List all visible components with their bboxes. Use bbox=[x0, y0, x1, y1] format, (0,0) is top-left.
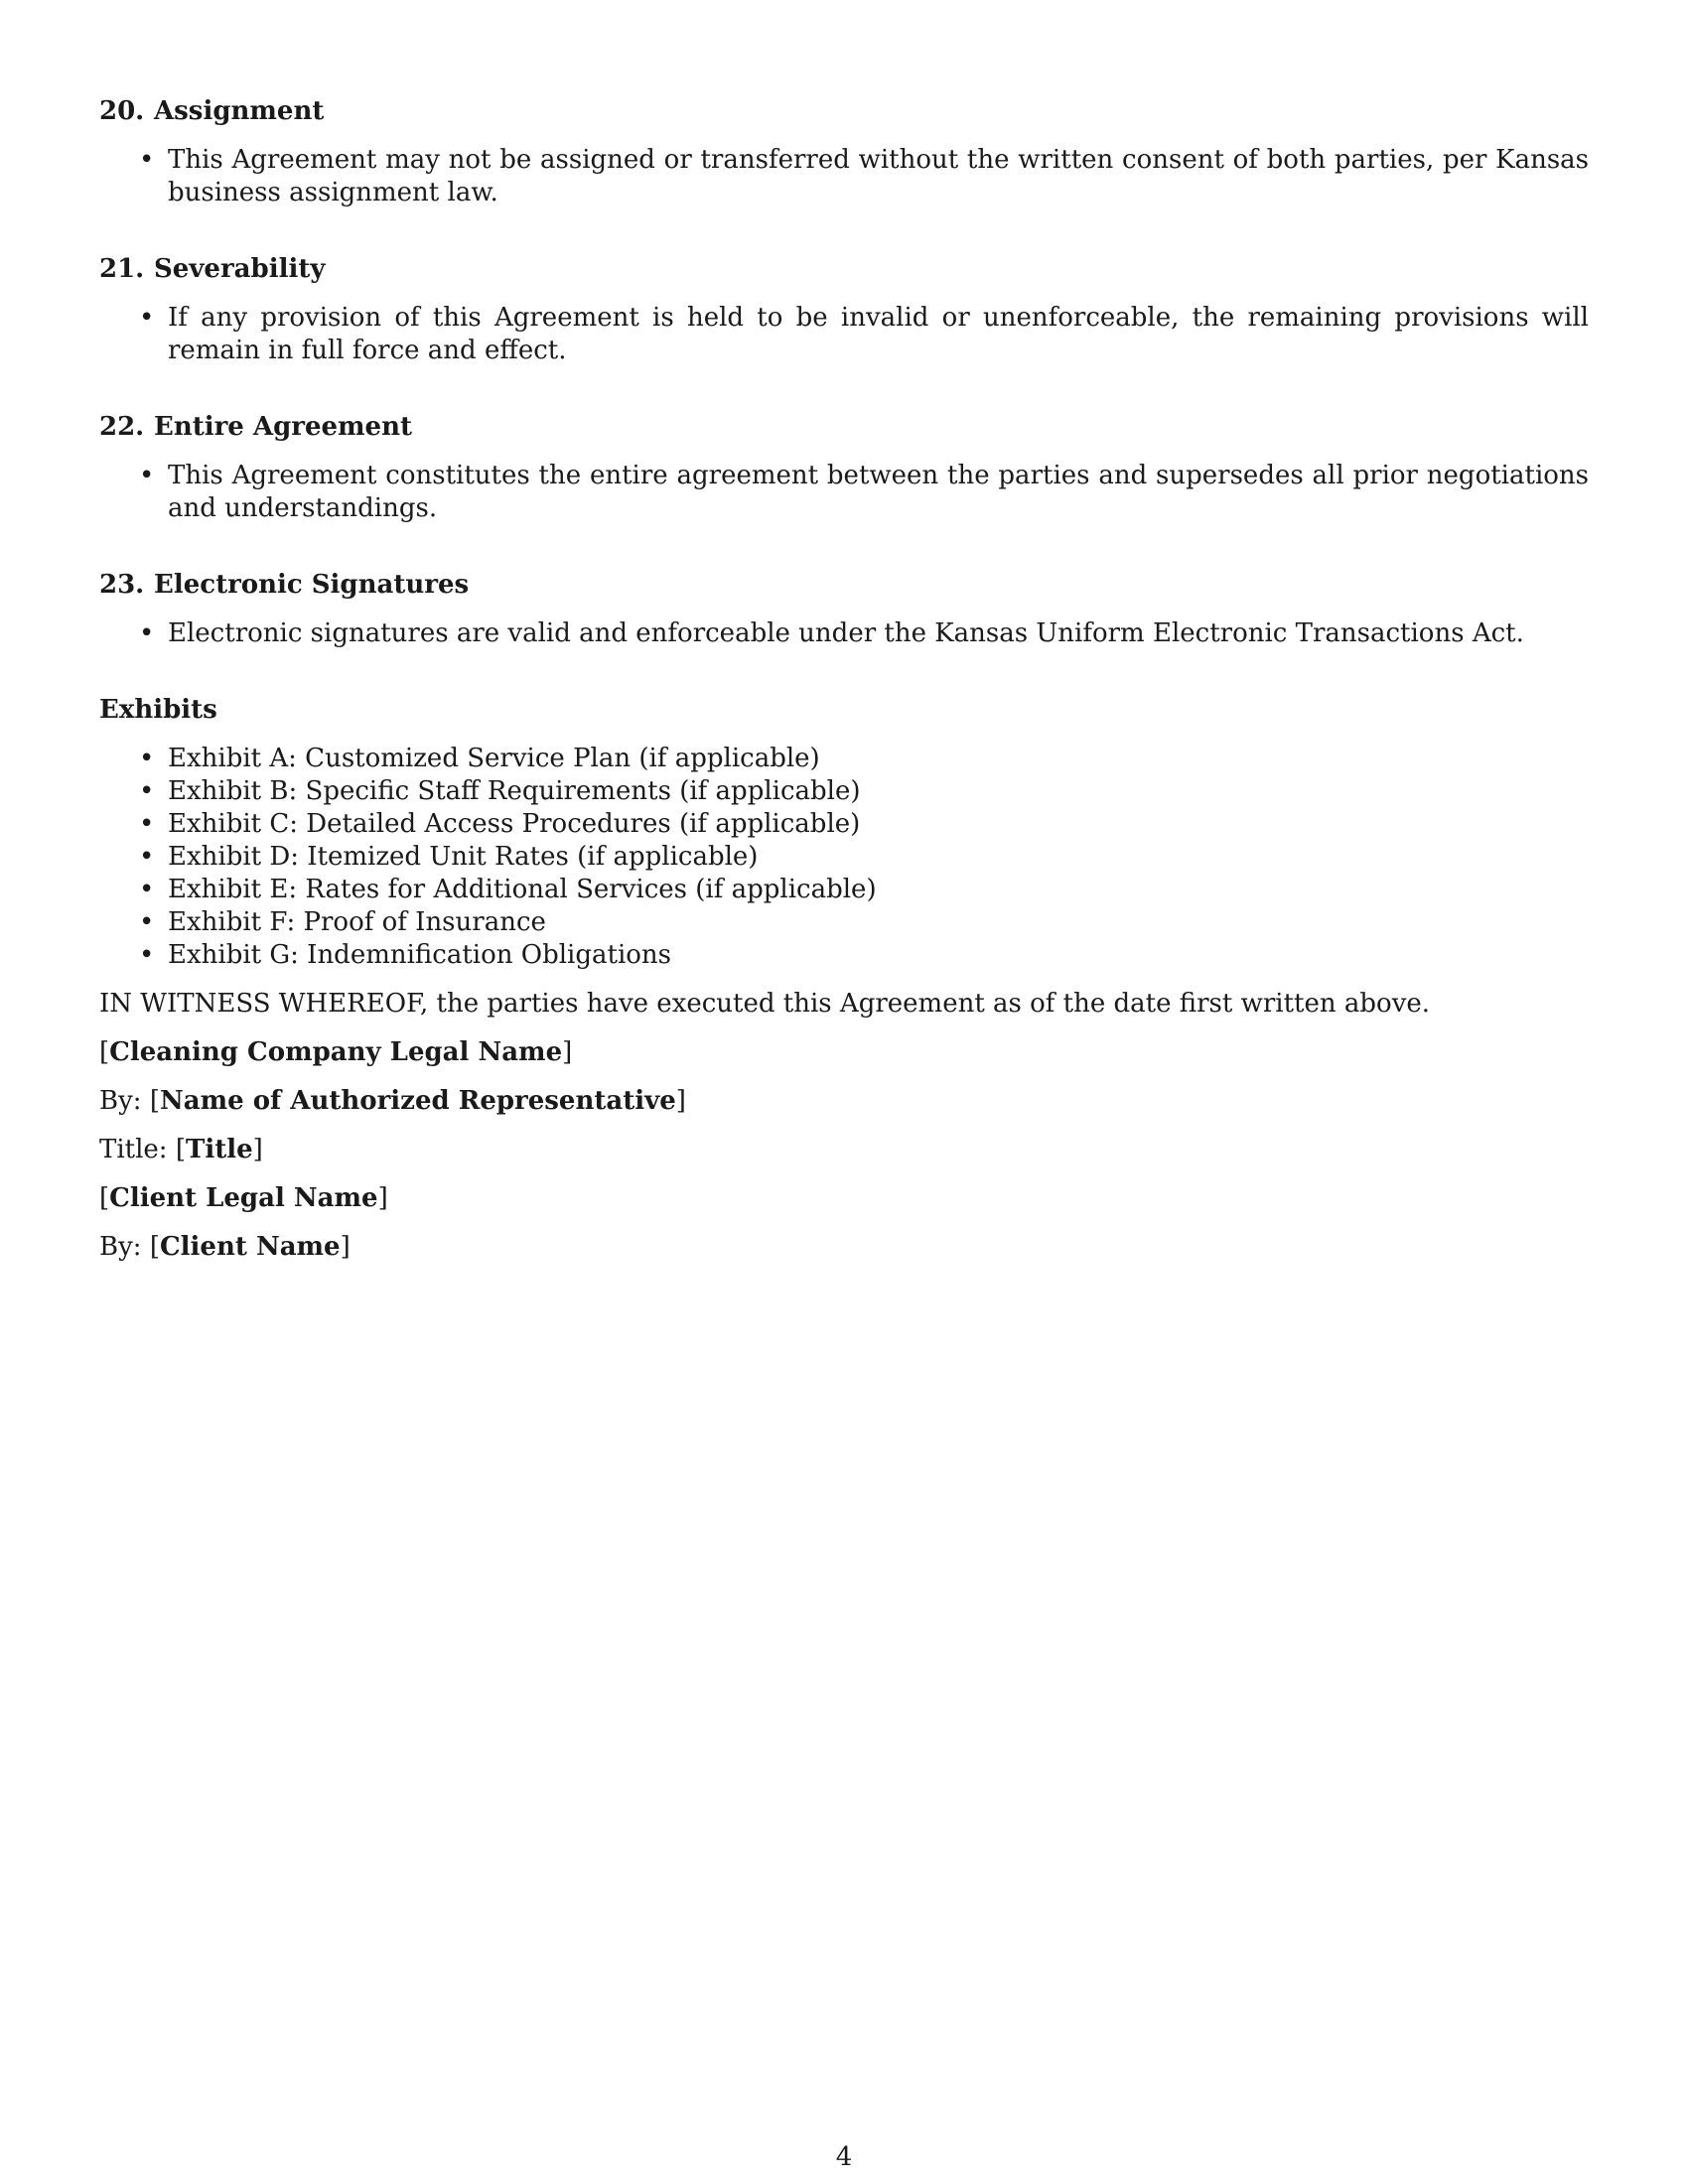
company-legal-name: Cleaning Company Legal Name bbox=[109, 1037, 563, 1067]
title-label: Title: bbox=[99, 1135, 168, 1164]
section-entire-agreement bbox=[99, 411, 1589, 525]
bullet-list bbox=[99, 617, 1589, 650]
bullet-list bbox=[99, 460, 1589, 525]
bullet-list bbox=[99, 144, 1589, 209]
close-bracket: ] bbox=[252, 1135, 263, 1164]
bullet-item: • If any provision of this Agreement is held to be invalid or unenforceable, the remaining provisions will remain in full force and effect. bbox=[99, 302, 1589, 367]
exhibit-item: • Exhibit A: Customized Service Plan (if applicable) bbox=[99, 743, 1589, 775]
section-title: Severability bbox=[154, 254, 326, 284]
open-bracket: [ bbox=[175, 1135, 186, 1164]
document-page bbox=[99, 95, 1589, 1280]
close-bracket: ] bbox=[562, 1037, 573, 1067]
bullet-list bbox=[99, 302, 1589, 367]
client-name: Client Name bbox=[159, 1232, 341, 1262]
client-legal-name: Client Legal Name bbox=[109, 1183, 378, 1213]
section-heading bbox=[99, 411, 1589, 444]
section-heading bbox=[99, 95, 1589, 128]
exhibits-list bbox=[99, 743, 1589, 972]
exhibit-item: • Exhibit C: Detailed Access Procedures (if applicable) bbox=[99, 808, 1589, 841]
open-bracket: [ bbox=[149, 1086, 160, 1116]
company-rep-line bbox=[99, 1085, 1589, 1118]
client-rep-line bbox=[99, 1231, 1589, 1264]
section-title: Assignment bbox=[154, 96, 325, 126]
section-electronic-signatures bbox=[99, 569, 1589, 650]
close-bracket: ] bbox=[340, 1232, 351, 1262]
section-heading bbox=[99, 253, 1589, 286]
close-bracket: ] bbox=[377, 1183, 388, 1213]
client-legal-name-line bbox=[99, 1182, 1589, 1215]
open-bracket: [ bbox=[149, 1232, 160, 1262]
bullet-item: • This Agreement constitutes the entire agreement between the parties and supersedes all prior negotiations and understandings. bbox=[99, 460, 1589, 525]
section-assignment bbox=[99, 95, 1589, 209]
exhibits-heading: Exhibits bbox=[99, 695, 217, 725]
section-heading bbox=[99, 569, 1589, 602]
section-title: Electronic Signatures bbox=[154, 570, 470, 600]
client-by-label: By: bbox=[99, 1232, 142, 1262]
section-title: Entire Agreement bbox=[154, 412, 412, 442]
exhibit-item: • Exhibit G: Indemnification Obligations bbox=[99, 939, 1589, 972]
open-bracket: [ bbox=[99, 1183, 110, 1213]
open-bracket: [ bbox=[99, 1037, 110, 1067]
bullet-item: • This Agreement may not be assigned or transferred without the written consent of both parties, per Kansas business assignment law. bbox=[99, 144, 1589, 209]
company-title: Title bbox=[186, 1135, 253, 1164]
section-number: 23. bbox=[99, 570, 145, 600]
section-severability bbox=[99, 253, 1589, 367]
bullet-item: • Electronic signatures are valid and enforceable under the Kansas Uniform Electronic Transactions Act. bbox=[99, 617, 1589, 650]
section-number: 20. bbox=[99, 96, 145, 126]
close-bracket: ] bbox=[675, 1086, 686, 1116]
company-rep-name: Name of Authorized Representative bbox=[159, 1086, 676, 1116]
exhibit-item: • Exhibit D: Itemized Unit Rates (if applicable) bbox=[99, 841, 1589, 874]
exhibit-item: • Exhibit E: Rates for Additional Services (if applicable) bbox=[99, 874, 1589, 906]
exhibit-item: • Exhibit F: Proof of Insurance bbox=[99, 906, 1589, 939]
company-title-line bbox=[99, 1134, 1589, 1166]
by-label: By: bbox=[99, 1086, 142, 1116]
company-legal-name-line bbox=[99, 1036, 1589, 1069]
page-number: 4 bbox=[835, 2142, 853, 2172]
exhibit-item: • Exhibit B: Specific Staff Requirements (if applicable) bbox=[99, 775, 1589, 808]
section-number: 21. bbox=[99, 254, 145, 284]
witness-clause: IN WITNESS WHEREOF, the parties have executed this Agreement as of the date first written above. bbox=[99, 989, 1431, 1019]
section-number: 22. bbox=[99, 412, 145, 442]
